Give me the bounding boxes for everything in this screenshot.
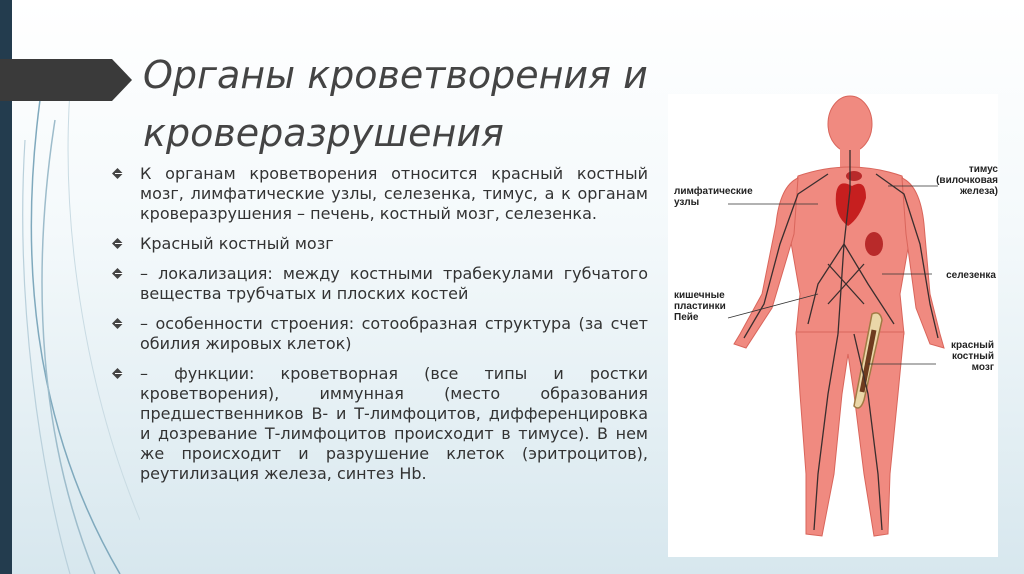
bullet-text: – особенности строения: сотообразная структура (за счет обилия жировых клеток) (140, 314, 648, 353)
anatomy-figure (668, 94, 998, 557)
bullet-marker-icon (112, 238, 123, 249)
title-tab (0, 59, 132, 101)
bullet-marker-icon (112, 318, 123, 329)
bullet-list (112, 164, 648, 494)
bullet-marker-icon (112, 268, 123, 279)
bullet-item (112, 364, 648, 484)
bullet-item (112, 164, 648, 224)
bullet-item (112, 234, 648, 254)
label-thymus: тимус (вилочковая железа) (936, 164, 998, 197)
bullet-text: – локализация: между костными трабекулами губчатого вещества трубчатых и плоских костей (140, 264, 648, 303)
bullet-item (112, 264, 648, 304)
bullet-item (112, 314, 648, 354)
bullet-text: К органам кроветворения относится красный костный мозг, лимфатические узлы, селезенка, тимус, а к органам кроверазрушения – печень, костный мозг, селезенка. (140, 164, 648, 223)
bullet-text: Красный костный мозг (140, 234, 334, 253)
label-peyer-patches: кишечные пластинки Пейе (674, 290, 726, 323)
label-lymph-nodes: лимфатические узлы (674, 186, 753, 208)
bullet-marker-icon (112, 368, 123, 379)
slide-title: Органы кроветворения и кроверазрушения (143, 53, 648, 155)
label-spleen: селезенка (946, 270, 996, 281)
bullet-marker-icon (112, 168, 123, 179)
label-red-marrow: красный костный мозг (951, 340, 994, 373)
bullet-text: – функции: кроветворная (все типы и ростки кроветворения), иммунная (место образования предшественников В- и Т-лимфоцитов, дифференцировка и дозревание Т-лимфоцитов происходит в тимусе). В нем же происходит и разрушение клеток (эритроцитов), реутилизация железа, синтез Hb. (140, 364, 648, 483)
